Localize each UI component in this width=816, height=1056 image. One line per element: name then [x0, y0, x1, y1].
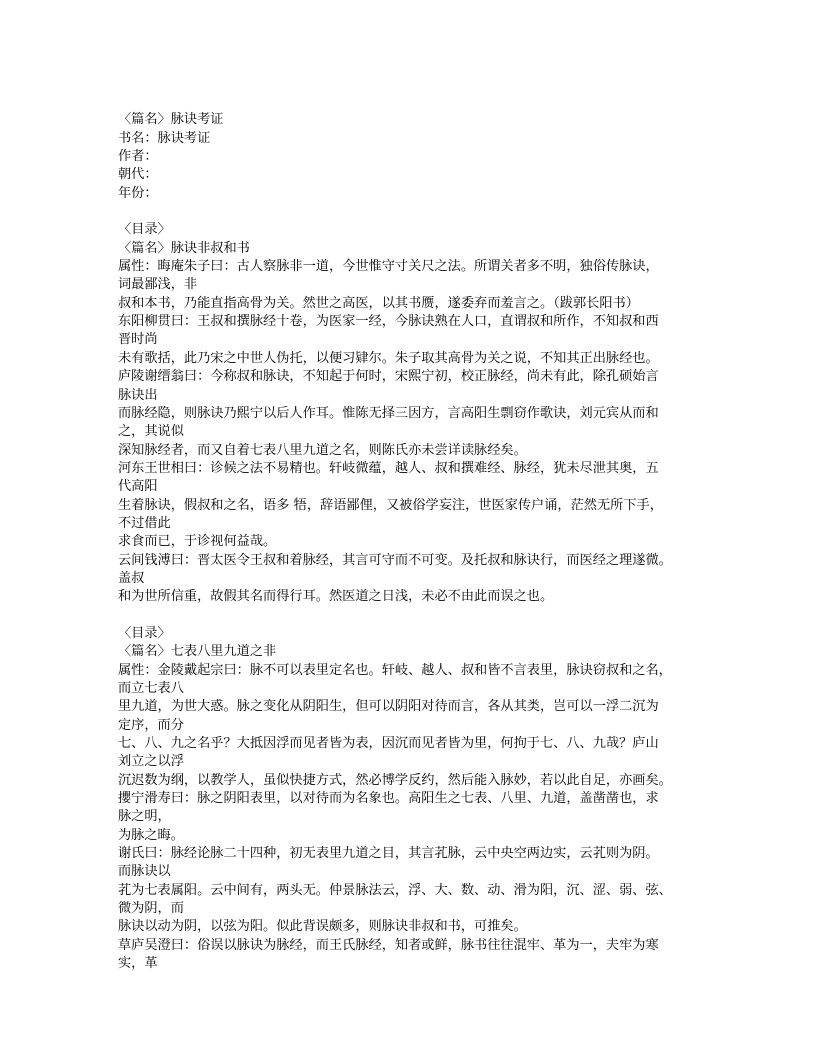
blank-line — [118, 203, 703, 221]
text-line: 定序，而分 — [118, 717, 184, 733]
year: 年份： — [118, 185, 158, 201]
text-line: 词最鄙浅，非 — [118, 277, 198, 293]
text-line: 未有歌括，此乃宋之中世人伪托，以便习肄尔。朱子取其高骨为关之说，不知其正出脉经也。 — [118, 350, 659, 366]
text-line: 而脉经隐，则脉诀乃熙宁以后人作耳。惟陈无择三因方，言高阳生剽窃作歌诀，刘元宾从而和 — [118, 405, 659, 421]
text-line: 而立七表八 — [118, 681, 184, 696]
text-line: 东阳柳贯曰：王叔和撰脉经十卷，为医家一经，今脉诀熟在人口，直谓叔和所作，不知叔和西 — [118, 314, 659, 330]
text-line: 求食而已，于诊视何益哉。 — [118, 534, 277, 550]
text-line: 盖叔 — [118, 570, 145, 586]
text-line: 沉迟数为纲，以教学人，虽似快捷方式，然必博学反约，然后能入脉妙，若以此自足，亦画矣。 — [118, 772, 672, 788]
blank-line — [118, 607, 703, 625]
text-line: 属性：金陵戴起宗曰：脉不可以表里定名也。轩岐、越人、叔和皆不言表里，脉诀窃叔和之名， — [118, 662, 672, 678]
section-title: 〈篇名〉七表八里九道之非 — [118, 644, 277, 660]
text-line: 微为阴，而 — [118, 901, 184, 917]
text-line: 深知脉经者，而又自着七表八里九道之名，则陈氏亦未尝详读脉经矣。 — [118, 442, 527, 458]
book-name: 书名：脉诀考证 — [118, 130, 211, 146]
text-line: 脉之明， — [118, 809, 171, 825]
text-line: 里九道，为世大惑。脉之变化从阴阳生，但可以阴阳对待而言，各从其类，岂可以一浮二沉为 — [118, 699, 659, 715]
text-line: 芤为七表属阳。云中间有，两头无。仲景脉法云，浮、大、数、动、滑为阳，沉、涩、弱、弦、 — [118, 882, 672, 898]
text-line: 攖宁滑寿曰：脉之阴阳表里，以对待而为名象也。高阳生之七表、八里、九道，盖凿凿也，求 — [118, 791, 659, 807]
text-line: 脉诀出 — [118, 387, 158, 403]
text-line: 和为世所信重，故假其名而得行耳。然医道之日浅，未必不由此而误之也。 — [118, 589, 554, 605]
text-line: 脉诀以动为阴，以弦为阳。似此背误颇多，则脉诀非叔和书，可推矣。 — [118, 919, 527, 935]
article-title: 〈篇名〉脉诀考证 — [118, 112, 224, 128]
text-line: 云间钱溥曰：晋太医令王叔和着脉经，其言可守而不可变。及托叔和脉诀行，而医经之理遂微。 — [118, 552, 672, 568]
text-line: 河东王世相曰：诊候之法不易精也。轩岐微蕴，越人、叔和撰难经、脉经，犹未尽泄其奥，五 — [118, 460, 659, 476]
text-line: 属性：晦庵朱子曰：古人察脉非一道，今世惟守寸关尺之法。所谓关者多不明，独俗传脉诀， — [118, 259, 659, 275]
text-line: 代高阳 — [118, 479, 158, 495]
text-line: 实，革 — [118, 956, 158, 972]
section-title: 〈篇名〉脉诀非叔和书 — [118, 240, 250, 256]
text-line: 不过借此 — [118, 515, 171, 531]
text-line: 刘立之以浮 — [118, 754, 184, 770]
author: 作者： — [118, 149, 158, 165]
text-line: 晋时尚 — [118, 332, 158, 348]
text-line: 庐陵谢缙翁曰：今称叔和脉诀，不知起于何时，宋熙宁初，校正脉经，尚未有此，除孔硕始言 — [118, 369, 659, 385]
text-line: 之，其说似 — [118, 424, 184, 440]
text-line: 谢氏曰：脉经论脉二十四种，初无表里九道之目，其言芤脉，云中央空两边实，云芤则为阴。 — [118, 846, 659, 862]
toc-marker: 〈目录〉 — [118, 222, 171, 238]
text-line: 为脉之晦。 — [118, 827, 184, 843]
dynasty: 朝代： — [118, 167, 158, 183]
toc-marker: 〈目录〉 — [118, 625, 171, 641]
document-page — [118, 93, 703, 974]
text-line: 草庐吴澄曰：俗误以脉诀为脉经，而王氏脉经，知者或鲜，脉书往往混牢、革为一，夫牢为寒 — [118, 937, 659, 953]
text-line: 生着脉诀，假叔和之名，语多 牾，辞语鄙俚，又被俗学妄注，世医家传户诵，茫然无所下手， — [118, 497, 663, 513]
text-line: 七、八、九之名乎？大抵因浮而见者皆为表，因沉而见者皆为里，何拘于七、八、九哉？庐山 — [118, 736, 659, 752]
text-line: 叔和本书，乃能直指高骨为关。然世之高医，以其书赝，遂委弃而羞言之。（跋郭长阳书） — [118, 295, 639, 311]
blank-line — [118, 93, 703, 111]
text-line: 而脉诀以 — [118, 864, 171, 880]
